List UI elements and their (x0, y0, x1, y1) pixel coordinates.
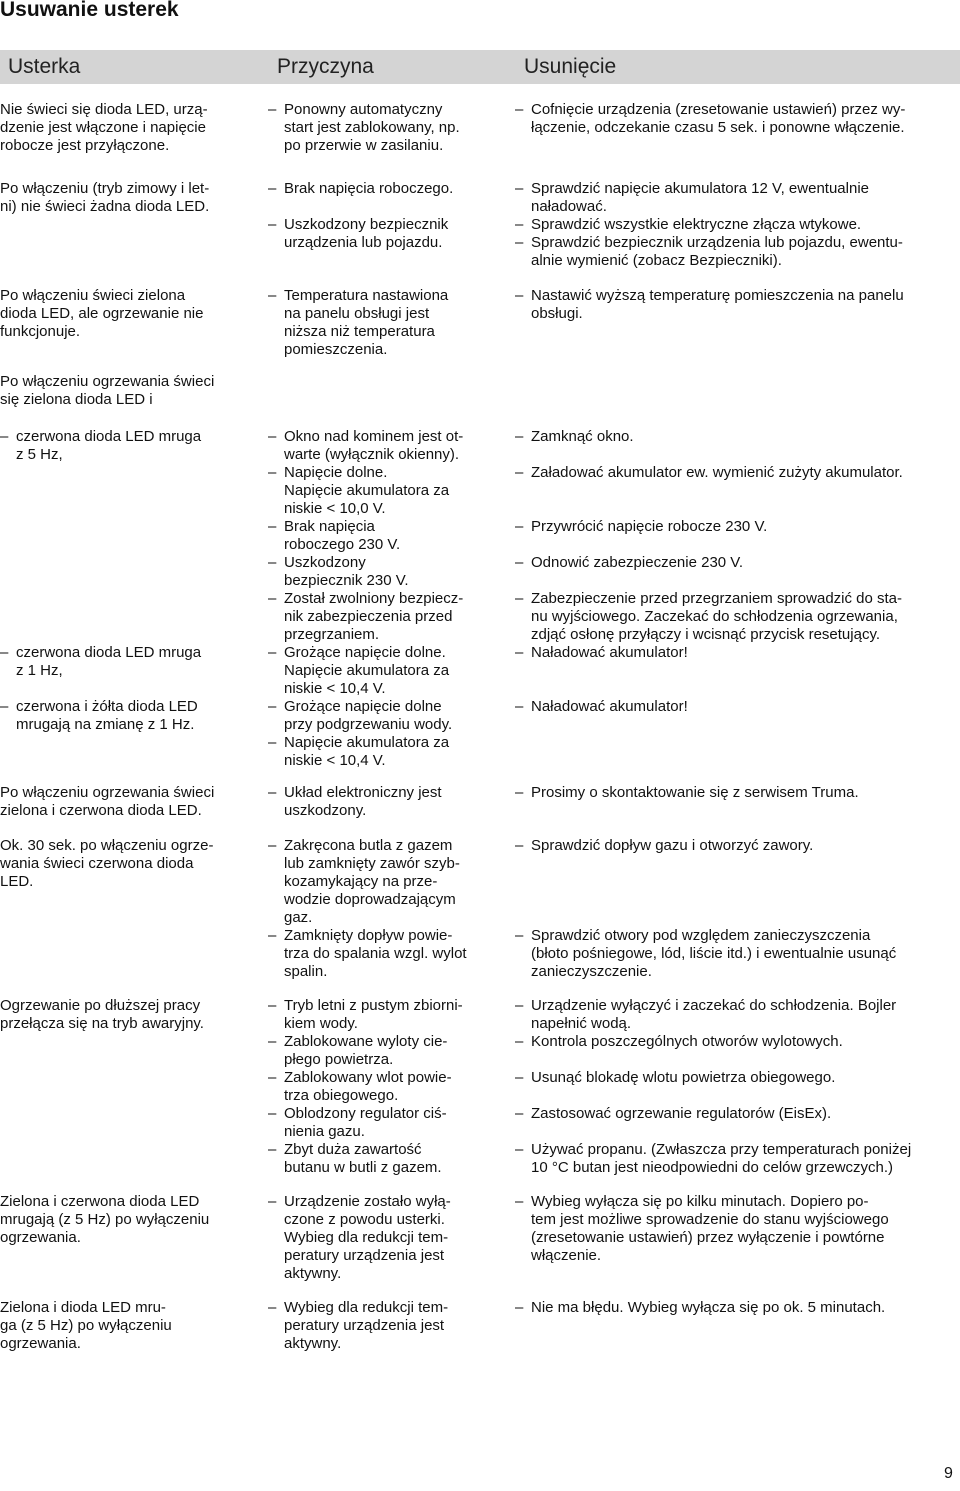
cell-usuniecie (515, 1299, 960, 1317)
text-line: ni) nie świeci żadna dioda LED. (0, 198, 210, 215)
text-line: zanieczyszczenie. (531, 963, 652, 980)
cell-usuniecie (515, 1193, 960, 1265)
cell-przyczyna (268, 101, 493, 155)
spacer (515, 909, 960, 927)
bullet-line: – Naładować akumulator! (515, 698, 960, 716)
text-line: kozamykający na prze- (284, 873, 438, 890)
spacer (0, 500, 236, 518)
bullet-line: – Uszkodzony bezpiecznik (268, 216, 493, 234)
bullet-line: – Tryb letni z pustym zbiorni- (268, 997, 493, 1015)
bullet-line: – Urządzenie zostało wyłą- (268, 1193, 493, 1211)
spacer (515, 482, 960, 500)
text-line: Napięcie akumulatora za (284, 482, 450, 499)
text-line: Zielona i dioda LED mru- (0, 1299, 166, 1316)
cell-przyczyna (268, 287, 493, 359)
text-line: Wybieg dla redukcji tem- (284, 1229, 449, 1246)
bullet-line: – Sprawdzić napięcie akumulatora 12 V, ewentualnie (515, 180, 960, 198)
bullet-line: – Okno nad kominem jest ot- (268, 428, 493, 446)
text-line: czone z powodu usterki. (284, 1211, 445, 1228)
text-line: przegrzaniem. (284, 626, 380, 643)
cell-przyczyna (268, 180, 493, 252)
cell-usterka (0, 837, 236, 891)
text-line: zielona i czerwona dioda LED. (0, 802, 202, 819)
bullet-line: – Temperatura nastawiona (268, 287, 493, 305)
text-line: niskie < 10,0 V. (284, 500, 386, 517)
cell-usterka (0, 101, 236, 155)
text-line: ga (z 5 Hz) po wyłączeniu (0, 1317, 172, 1334)
bullet-line: – Zakręcona butla z gazem (268, 837, 493, 855)
spacer (515, 536, 960, 554)
spacer (0, 536, 236, 554)
bullet-line: – Załadować akumulator ew. wymienić zużyty akumulator. (515, 464, 960, 482)
cell-usterka (0, 784, 236, 820)
text-line: mrugają (z 5 Hz) po wyłączeniu (0, 1211, 210, 1228)
bullet-line: – Urządzenie wyłączyć i zaczekać do schłodzenia. Bojler (515, 997, 960, 1015)
text-line: alnie wymienić (zobacz Bezpieczniki). (531, 252, 782, 269)
bullet-line: – Sprawdzić otwory pod względem zanieczyszczenia (515, 927, 960, 945)
bullet-line: – Kontrola poszczególnych otworów wylotowych. (515, 1033, 960, 1051)
bullet-line: – czerwona dioda LED mruga (0, 644, 236, 662)
bullet-line: – Zamknąć okno. (515, 428, 960, 446)
cell-usterka (0, 997, 236, 1033)
cell-usuniecie (515, 287, 960, 323)
text-line: po przerwie w zasilaniu. (284, 137, 444, 154)
bullet-line: – Ponowny automatyczny (268, 101, 493, 119)
bullet-line: – Prosimy o skontaktowanie się z serwisem Truma. (515, 784, 960, 802)
text-line: trza do spalania wzgl. wylot (284, 945, 467, 962)
bullet-line: – Oblodzony regulator ciś- (268, 1105, 493, 1123)
text-line: naładować. (531, 198, 607, 215)
text-line: aktywny. (284, 1335, 342, 1352)
text-line: lub zamknięty zawór szyb- (284, 855, 460, 872)
cell-usuniecie (515, 784, 960, 802)
bullet-line: – Odnowić zabezpieczenie 230 V. (515, 554, 960, 572)
bullet-line: – Brak napięcia (268, 518, 493, 536)
text-line: Ok. 30 sek. po włączeniu ogrze- (0, 837, 214, 854)
text-line: płego powietrza. (284, 1051, 394, 1068)
spacer (0, 572, 236, 590)
cell-przyczyna (268, 428, 493, 770)
bullet-line: – Napięcie dolne. (268, 464, 493, 482)
text-line: wania świeci czerwona dioda (0, 855, 194, 872)
cell-przyczyna (268, 784, 493, 820)
cell-przyczyna (268, 1299, 493, 1353)
text-line: Napięcie akumulatora za (284, 662, 450, 679)
spacer (515, 662, 960, 680)
text-line: pomieszczenia. (284, 341, 388, 358)
bullet-line: – Zbyt duża zawartość (268, 1141, 493, 1159)
text-line: funkcjonuje. (0, 323, 81, 340)
bullet-line: – Zablokowane wyloty cie- (268, 1033, 493, 1051)
bullet-line: – Zastosować ogrzewanie regulatorów (EisEx). (515, 1105, 960, 1123)
spacer (515, 873, 960, 891)
bullet-line: – Został zwolniony bezpiecz- (268, 590, 493, 608)
text-line: Po włączeniu ogrzewania świeci (0, 373, 215, 390)
page-number: 9 (944, 1465, 953, 1482)
text-line: uszkodzony. (284, 802, 367, 819)
cell-usuniecie (515, 428, 960, 716)
text-line: bezpiecznik 230 V. (284, 572, 409, 589)
text-line: robocze jest przyłączone. (0, 137, 170, 154)
spacer (515, 855, 960, 873)
text-line: peratury urządzenia jest (284, 1317, 445, 1334)
cell-usuniecie (515, 997, 960, 1177)
text-line: przełącza się na tryb awaryjny. (0, 1015, 204, 1032)
spacer (0, 608, 236, 626)
spacer (0, 464, 236, 482)
text-line: roboczego 230 V. (284, 536, 401, 553)
text-line: włączenie. (531, 1247, 602, 1264)
text-line: niższa niż temperatura (284, 323, 435, 340)
text-line: zdjąć osłonę przyłączy i wcisnąć przycisk resetujący. (531, 626, 881, 643)
text-line: ogrzewania. (0, 1229, 81, 1246)
text-line: Po włączeniu świeci zielona (0, 287, 186, 304)
spacer (0, 590, 236, 608)
spacer (0, 680, 236, 698)
bullet-line: – Usunąć blokadę wlotu powietrza obiegowego. (515, 1069, 960, 1087)
spacer (515, 1087, 960, 1105)
bullet-line: – Sprawdzić wszystkie elektryczne złącza wtykowe. (515, 216, 960, 234)
text-line: dzenie jest włączone i napięcie (0, 119, 206, 136)
text-line: Nie świeci się dioda LED, urzą- (0, 101, 208, 118)
bullet-line: – Grożące napięcie dolne. (268, 644, 493, 662)
spacer (0, 518, 236, 536)
text-line: urządzenia lub pojazdu. (284, 234, 443, 251)
cell-usuniecie (515, 101, 960, 137)
text-line: peratury urządzenia jest (284, 1247, 445, 1264)
cell-usterka (0, 373, 236, 409)
text-line: nienia gazu. (284, 1123, 365, 1140)
bullet-line: – Brak napięcia roboczego. (268, 180, 493, 198)
text-line: przy podgrzewaniu wody. (284, 716, 453, 733)
cell-usterka (0, 428, 236, 734)
text-line: Po włączeniu (tryb zimowy i let- (0, 180, 210, 197)
bullet-line: – Wybieg wyłącza się po kilku minutach. Dopiero po- (515, 1193, 960, 1211)
bullet-line: – Układ elektroniczny jest (268, 784, 493, 802)
cell-przyczyna (268, 837, 493, 981)
spacer (515, 446, 960, 464)
text-line: gaz. (284, 909, 313, 926)
text-line: łączenie, odczekanie czasu 5 sek. i ponowne włączenie. (531, 119, 905, 136)
text-line: mrugają na zmianę z 1 Hz. (16, 716, 195, 733)
bullet-line: – Uszkodzony (268, 554, 493, 572)
bullet-line: – Używać propanu. (Zwłaszcza przy temperaturach poniżej (515, 1141, 960, 1159)
text-line: nu wyjściowego. Zaczekać do schłodzenia ogrzewania, (531, 608, 898, 625)
cell-usterka (0, 180, 236, 216)
spacer (0, 482, 236, 500)
text-line: niskie < 10,4 V. (284, 752, 386, 769)
spacer (515, 891, 960, 909)
text-line: warte (wyłącznik okienny). (284, 446, 460, 463)
bullet-line: – Cofnięcie urządzenia (zresetowanie ustawień) przez wy- (515, 101, 960, 119)
text-line: tem jest możliwe sprowadzenie do stanu wyjściowego (531, 1211, 889, 1228)
cell-usterka (0, 1299, 236, 1353)
bullet-line: – czerwona dioda LED mruga (0, 428, 236, 446)
spacer (515, 500, 960, 518)
cell-usuniecie (515, 180, 960, 270)
text-line: dioda LED, ale ogrzewanie nie (0, 305, 204, 322)
cell-przyczyna (268, 997, 493, 1177)
bullet-line: – Napięcie akumulatora za (268, 734, 493, 752)
text-line: ogrzewania. (0, 1335, 81, 1352)
text-line: kiem wody. (284, 1015, 358, 1032)
text-line: butanu w butli z gazem. (284, 1159, 442, 1176)
bullet-line: – czerwona i żółta dioda LED (0, 698, 236, 716)
header-przyczyna: Przyczyna (277, 55, 374, 78)
page-title: Usuwanie usterek (0, 0, 179, 21)
bullet-line: – Zabezpieczenie przed przegrzaniem sprowadzić do sta- (515, 590, 960, 608)
bullet-line: – Przywrócić napięcie robocze 230 V. (515, 518, 960, 536)
spacer (515, 1123, 960, 1141)
text-line: się zielona dioda LED i (0, 391, 153, 408)
spacer (0, 554, 236, 572)
text-line: trza obiegowego. (284, 1087, 399, 1104)
spacer (515, 1051, 960, 1069)
cell-przyczyna (268, 1193, 493, 1283)
bullet-line: – Zablokowany wlot powie- (268, 1069, 493, 1087)
table-header (0, 50, 960, 84)
text-line: Ogrzewanie po dłuższej pracy (0, 997, 201, 1014)
spacer (268, 198, 493, 216)
cell-usterka (0, 1193, 236, 1247)
text-line: nik zabezpieczenia przed (284, 608, 453, 625)
cell-usuniecie (515, 837, 960, 981)
text-line: napełnić wodą. (531, 1015, 632, 1032)
header-usuniecie: Usunięcie (524, 55, 617, 78)
text-line: na panelu obsługi jest (284, 305, 430, 322)
spacer (515, 572, 960, 590)
spacer (0, 626, 236, 644)
bullet-line: – Nie ma błędu. Wybieg wyłącza się po ok. 5 minutach. (515, 1299, 960, 1317)
text-line: 10 °C butan jest nieodpowiedni do celów grzewczych.) (531, 1159, 894, 1176)
text-line: spalin. (284, 963, 328, 980)
bullet-line: – Zamknięty dopływ powie- (268, 927, 493, 945)
text-line: LED. (0, 873, 34, 890)
bullet-line: – Naładować akumulator! (515, 644, 960, 662)
text-line: z 1 Hz, (16, 662, 63, 679)
text-line: Zielona i czerwona dioda LED (0, 1193, 200, 1210)
bullet-line: – Nastawić wyższą temperaturę pomieszczenia na panelu (515, 287, 960, 305)
bullet-line: – Grożące napięcie dolne (268, 698, 493, 716)
text-line: (zresetowanie ustawień) przez wyłączenie i powtórne (531, 1229, 885, 1246)
spacer (515, 680, 960, 698)
text-line: (błoto pośniegowe, lód, liście itd.) i ewentualnie usunąć (531, 945, 897, 962)
bullet-line: – Sprawdzić dopływ gazu i otworzyć zawory. (515, 837, 960, 855)
header-usterka: Usterka (8, 55, 81, 78)
text-line: z 5 Hz, (16, 446, 63, 463)
cell-usterka (0, 287, 236, 341)
bullet-line: – Wybieg dla redukcji tem- (268, 1299, 493, 1317)
text-line: aktywny. (284, 1265, 342, 1282)
text-line: Po włączeniu ogrzewania świeci (0, 784, 215, 801)
text-line: wodzie doprowadzającym (284, 891, 456, 908)
text-line: obsługi. (531, 305, 583, 322)
text-line: niskie < 10,4 V. (284, 680, 386, 697)
text-line: start jest zablokowany, np. (284, 119, 460, 136)
bullet-line: – Sprawdzić bezpiecznik urządzenia lub pojazdu, ewentu- (515, 234, 960, 252)
